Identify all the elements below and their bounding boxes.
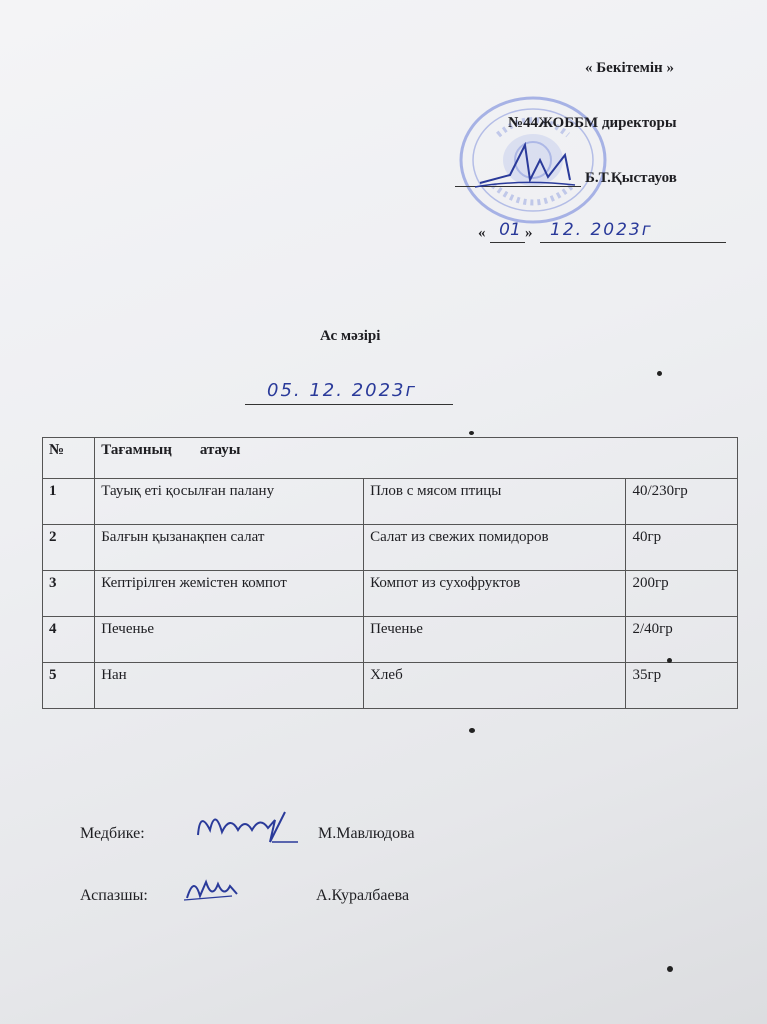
approval-date-close: » (525, 225, 533, 241)
cook-label: Аспазшы: (80, 887, 148, 904)
header-dish-name (95, 438, 738, 479)
table-row (43, 525, 738, 571)
table-row (43, 571, 738, 617)
approval-date-day: 01 (499, 220, 521, 240)
paper-speck (657, 371, 662, 376)
table-row (43, 663, 738, 709)
row-number: 4 (43, 617, 95, 663)
approval-school: №44ЖОББМ директоры (508, 115, 677, 131)
row-number: 5 (43, 663, 95, 709)
row-name-kz: Тауық еті қосылған палану (95, 479, 364, 525)
header-number: № (43, 438, 95, 479)
row-number: 1 (43, 479, 95, 525)
row-weight: 40гр (626, 525, 738, 571)
row-name-kz: Печенье (95, 617, 364, 663)
row-name-ru: Печенье (364, 617, 626, 663)
cook-name: А.Куралбаева (316, 887, 410, 904)
menu-date: 05. 12. 2023г (267, 380, 417, 401)
table-header-row (43, 438, 738, 479)
cook-signature (182, 870, 242, 906)
menu-title: Ас мәзірі (320, 328, 381, 344)
approval-date-day-line (490, 242, 525, 243)
row-number: 3 (43, 571, 95, 617)
approval-title: « Бекітемін » (585, 60, 674, 76)
menu-date-line (245, 378, 453, 405)
table-row (43, 617, 738, 663)
row-name-kz: Балғын қызанақпен салат (95, 525, 364, 571)
header-dish-name-1: Тағамның (101, 442, 172, 458)
row-weight: 200гр (626, 571, 738, 617)
row-name-ru: Плов с мясом птицы (364, 479, 626, 525)
paper-speck (667, 658, 672, 663)
row-name-ru: Компот из сухофруктов (364, 571, 626, 617)
nurse-name: М.Мавлюдова (318, 825, 415, 842)
menu-table (42, 437, 738, 709)
nurse-signature (190, 800, 300, 850)
row-name-ru: Хлеб (364, 663, 626, 709)
row-name-kz: Кептірілген жемістен компот (95, 571, 364, 617)
row-name-ru: Салат из свежих помидоров (364, 525, 626, 571)
table-row (43, 479, 738, 525)
row-weight: 40/230гр (626, 479, 738, 525)
paper-speck (469, 728, 475, 733)
row-weight: 2/40гр (626, 617, 738, 663)
nurse-label: Медбике: (80, 825, 145, 842)
header-dish-name-2: атауы (199, 442, 241, 458)
approval-date-open: « (478, 225, 486, 241)
row-number: 2 (43, 525, 95, 571)
paper-speck (667, 966, 673, 972)
paper-speck (469, 431, 474, 435)
approval-date-rest: 12. 2023г (550, 220, 653, 240)
director-signature (470, 135, 580, 195)
approval-date (470, 222, 726, 244)
approval-director: Б.Т.Қыстауов (585, 170, 677, 186)
approval-date-line (540, 242, 726, 243)
row-name-kz: Нан (95, 663, 364, 709)
row-weight: 35гр (626, 663, 738, 709)
